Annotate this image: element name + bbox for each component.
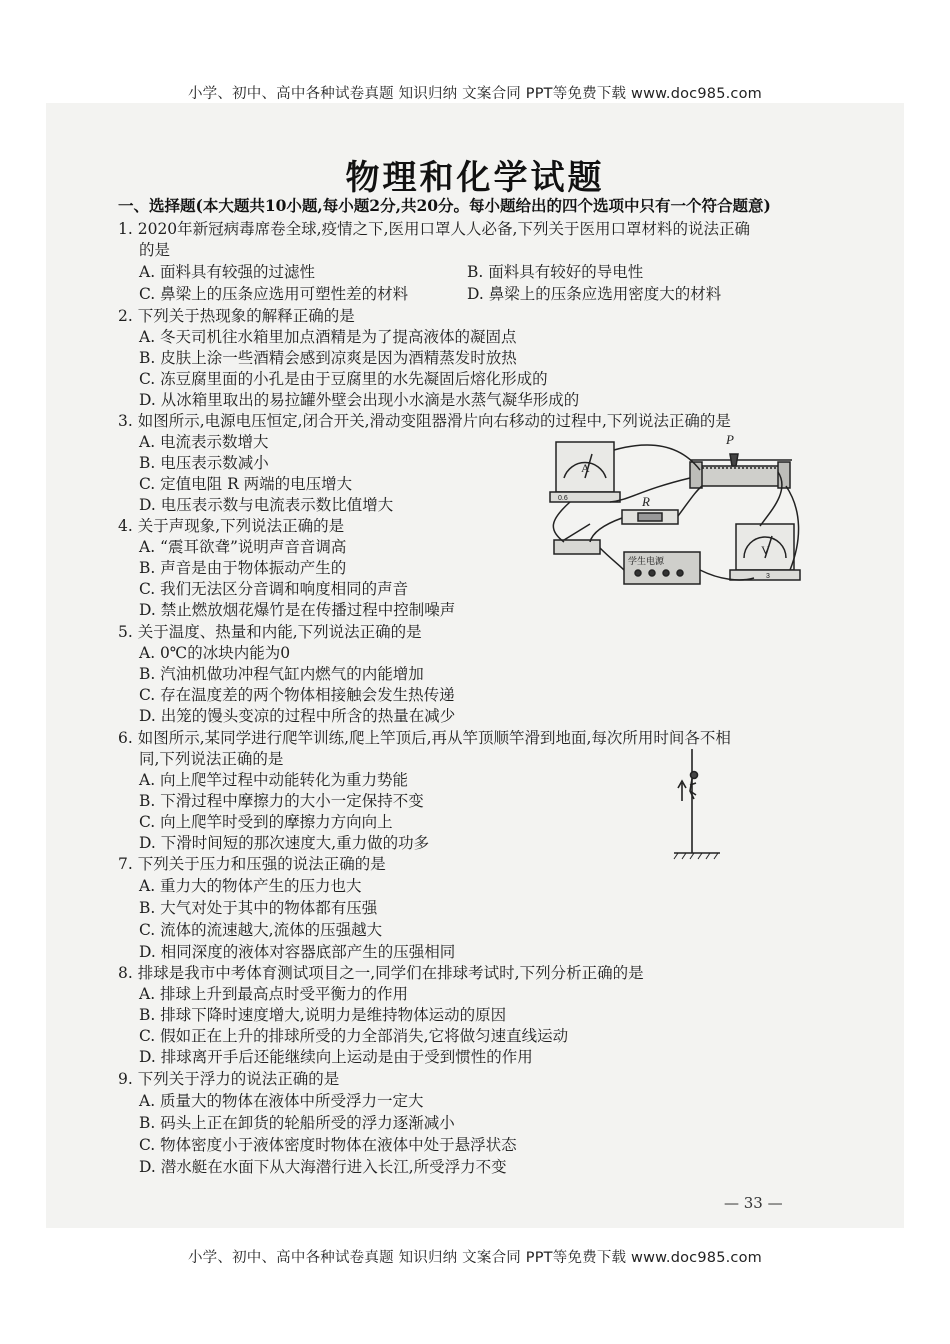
q8-option-a: A. 排球上升到最高点时受平衡力的作用 bbox=[139, 985, 409, 1003]
q1-option-b: B. 面料具有较好的导电性 bbox=[467, 263, 644, 281]
resistor-label: R bbox=[642, 494, 650, 509]
pole-climbing-figure bbox=[670, 745, 726, 865]
q8-stem: 8. 排球是我市中考体育测试项目之一,同学们在排球考试时,下列分析正确的是 bbox=[118, 964, 644, 982]
q2-option-a: A. 冬天司机往水箱里加点酒精是为了提高液体的凝固点 bbox=[139, 328, 517, 346]
q7-option-a: A. 重力大的物体产生的压力也大 bbox=[139, 877, 362, 895]
power-supply-label: 学生电源 bbox=[628, 557, 665, 567]
q3-option-a: A. 电流表示数增大 bbox=[139, 433, 269, 451]
q5-option-b: B. 汽油机做功冲程气缸内燃气的内能增加 bbox=[139, 665, 424, 683]
q2-option-d: D. 从冰箱里取出的易拉罐外壁会出现小水滴是水蒸气凝华形成的 bbox=[139, 391, 580, 409]
q1-stem-line2: 的是 bbox=[139, 241, 171, 259]
q9-option-b: B. 码头上正在卸货的轮船所受的浮力逐渐减小 bbox=[139, 1114, 455, 1132]
q7-stem: 7. 下列关于压力和压强的说法正确的是 bbox=[118, 855, 386, 873]
q6-option-c: C. 向上爬竿时受到的摩擦力方向向上 bbox=[139, 813, 393, 831]
q1-option-c: C. 鼻梁上的压条应选用可塑性差的材料 bbox=[139, 285, 409, 303]
q5-option-c: C. 存在温度差的两个物体相接触会发生热传递 bbox=[139, 686, 455, 704]
q3-option-c: C. 定值电阻 R 两端的电压增大 bbox=[139, 475, 353, 493]
q6-stem-line1: 6. 如图所示,某同学进行爬竿训练,爬上竿顶后,再从竿顶顺竿滑到地面,每次所用时间各不相 bbox=[118, 729, 731, 747]
ammeter-scale: 0.6 bbox=[558, 495, 568, 502]
q9-option-a: A. 质量大的物体在液体中所受浮力一定大 bbox=[139, 1092, 424, 1110]
q4-option-c: C. 我们无法区分音调和响度相同的声音 bbox=[139, 580, 409, 598]
q3-stem: 3. 如图所示,电源电压恒定,闭合开关,滑动变阻器滑片向右移动的过程中,下列说法正确的是 bbox=[118, 412, 731, 430]
q4-stem: 4. 关于声现象,下列说法正确的是 bbox=[118, 517, 345, 535]
q6-option-d: D. 下滑时间短的那次速度大,重力做的功多 bbox=[139, 834, 430, 852]
q8-option-d: D. 排球离开手后还能继续向上运动是由于受到惯性的作用 bbox=[139, 1048, 533, 1066]
voltmeter-label: V bbox=[761, 543, 770, 557]
q7-option-d: D. 相同深度的液体对容器底部产生的压强相同 bbox=[139, 943, 456, 961]
q1-option-d: D. 鼻梁上的压条应选用密度大的材料 bbox=[467, 285, 722, 303]
up-arrow-icon bbox=[678, 781, 686, 801]
q7-option-c: C. 流体的流速越大,流体的压强越大 bbox=[139, 921, 383, 939]
q6-stem-line2: 同,下列说法正确的是 bbox=[139, 750, 284, 768]
q5-stem: 5. 关于温度、热量和内能,下列说法正确的是 bbox=[118, 623, 422, 641]
q5-option-d: D. 出笼的馒头变凉的过程中所含的热量在减少 bbox=[139, 707, 456, 725]
climber-icon bbox=[690, 772, 698, 800]
download-banner-bottom: 小学、初中、高中各种试卷真题 知识归纳 文案合同 PPT等免费下载 www.doc985.com bbox=[187, 1250, 763, 1266]
page-title: 物理和化学试题 bbox=[345, 158, 605, 198]
q6-option-b: B. 下滑过程中摩擦力的大小一定保持不变 bbox=[139, 792, 424, 810]
q2-option-c: C. 冻豆腐里面的小孔是由于豆腐里的水先凝固后熔化形成的 bbox=[139, 370, 548, 388]
q1-option-a: A. 面料具有较强的过滤性 bbox=[139, 263, 316, 281]
ammeter-label: A bbox=[581, 461, 590, 475]
q2-stem: 2. 下列关于热现象的解释正确的是 bbox=[118, 307, 355, 325]
q2-option-b: B. 皮肤上涂一些酒精会感到凉爽是因为酒精蒸发时放热 bbox=[139, 349, 517, 367]
section-heading: 一、选择题(本大题共10小题,每小题2分,共20分。每小题给出的四个选项中只有一个符合题意) bbox=[118, 196, 771, 215]
download-banner-top: 小学、初中、高中各种试卷真题 知识归纳 文案合同 PPT等免费下载 www.doc985.com bbox=[187, 86, 763, 102]
q6-option-a: A. 向上爬竿过程中动能转化为重力势能 bbox=[139, 771, 409, 789]
q9-option-c: C. 物体密度小于液体密度时物体在液体中处于悬浮状态 bbox=[139, 1136, 517, 1154]
q3-option-b: B. 电压表示数减小 bbox=[139, 454, 269, 472]
q5-option-a: A. 0℃的冰块内能为0 bbox=[139, 644, 291, 662]
voltmeter-scale: 3 bbox=[766, 573, 770, 580]
q4-option-b: B. 声音是由于物体振动产生的 bbox=[139, 559, 347, 577]
q1-stem-line1: 1. 2020年新冠病毒席卷全球,疫情之下,医用口罩人人必备,下列关于医用口罩材料的说法正确 bbox=[118, 220, 750, 238]
q9-stem: 9. 下列关于浮力的说法正确的是 bbox=[118, 1070, 340, 1088]
circuit-diagram bbox=[540, 430, 810, 595]
resistor-icon bbox=[622, 510, 678, 524]
q7-option-b: B. 大气对处于其中的物体都有压强 bbox=[139, 899, 378, 917]
q8-option-b: B. 排球下降时速度增大,说明力是维持物体运动的原因 bbox=[139, 1006, 507, 1024]
q4-option-a: A. “震耳欲聋”说明声音音调高 bbox=[139, 538, 347, 556]
q9-option-d: D. 潜水艇在水面下从大海潜行进入长江,所受浮力不变 bbox=[139, 1158, 507, 1176]
q8-option-c: C. 假如正在上升的排球所受的力全部消失,它将做匀速直线运动 bbox=[139, 1027, 569, 1045]
slider-label: P bbox=[726, 432, 734, 447]
q3-option-d: D. 电压表示数与电流表示数比值增大 bbox=[139, 496, 394, 514]
page-number: — 33 — bbox=[724, 1194, 783, 1212]
rheostat-icon bbox=[690, 454, 792, 488]
q4-option-d: D. 禁止燃放烟花爆竹是在传播过程中控制噪声 bbox=[139, 601, 456, 619]
